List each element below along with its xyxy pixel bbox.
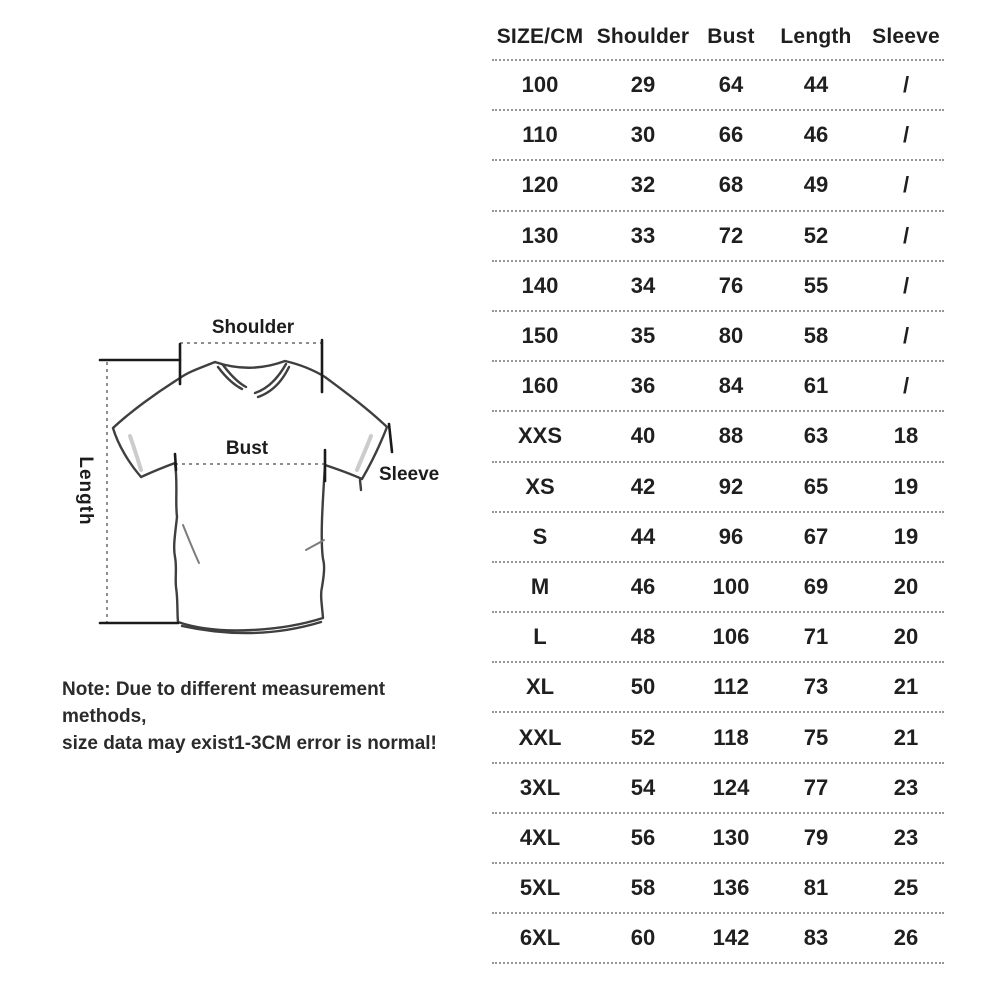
measurement-cell: 42 <box>630 473 656 499</box>
shirt-wrinkle-lines <box>183 525 324 563</box>
sleeve-measure-line <box>389 424 392 452</box>
header-bust: Bust <box>707 24 755 48</box>
measurement-cell: 65 <box>803 473 829 499</box>
tshirt-diagram <box>40 300 470 660</box>
note-line-1: Note: Due to different measurement methods, <box>62 679 386 727</box>
dashed-measure-lines <box>107 343 325 622</box>
header-length: Length <box>780 24 852 48</box>
table-row <box>492 362 944 412</box>
measurement-cell: 81 <box>803 875 829 901</box>
measurement-cell: / <box>902 272 910 298</box>
measure-tick-lines <box>100 340 392 623</box>
table-row <box>492 713 944 763</box>
measurement-cell: / <box>902 122 910 148</box>
measurement-cell: 77 <box>803 774 829 800</box>
table-row <box>492 312 944 362</box>
header-shoulder: Shoulder <box>596 24 690 48</box>
measurement-cell: / <box>902 222 910 248</box>
measurement-cell: 20 <box>893 573 919 599</box>
measurement-cell: 73 <box>803 674 829 700</box>
measurement-cell: 52 <box>803 222 829 248</box>
measurement-cell: 118 <box>713 724 749 750</box>
measurement-cell: 35 <box>630 323 656 349</box>
measurement-cell: 88 <box>718 423 744 449</box>
measurement-cell: 21 <box>893 674 919 700</box>
table-row <box>492 563 944 613</box>
measurement-cell: 46 <box>630 573 656 599</box>
measurement-cell: 40 <box>630 423 656 449</box>
size-label-cell: 100 <box>521 72 559 98</box>
shoulder-label: Shoulder <box>211 317 295 338</box>
measurement-cell: 64 <box>718 72 744 98</box>
table-row <box>492 212 944 262</box>
measurement-cell: 71 <box>803 624 829 650</box>
measurement-cell: 54 <box>630 774 656 800</box>
measurement-cell: 29 <box>630 72 656 98</box>
size-label-cell: L <box>533 624 547 650</box>
table-row <box>492 111 944 161</box>
table-row <box>492 864 944 914</box>
size-label-cell: 120 <box>521 172 559 198</box>
measurement-cell: 20 <box>893 624 919 650</box>
size-label-cell: XS <box>525 473 555 499</box>
size-label-cell: 130 <box>521 222 559 248</box>
table-row <box>492 161 944 211</box>
length-label: Length <box>75 456 96 526</box>
size-label-cell: 160 <box>521 373 559 399</box>
size-label-cell: M <box>530 573 550 599</box>
measurement-cell: 23 <box>893 824 919 850</box>
measurement-cell: 44 <box>803 72 829 98</box>
measurement-cell: 72 <box>718 222 744 248</box>
size-label-cell: S <box>532 523 548 549</box>
measurement-cell: 25 <box>893 875 919 901</box>
measurement-cell: 142 <box>712 925 750 951</box>
measurement-cell: 61 <box>803 373 829 399</box>
size-label-cell: 5XL <box>519 875 561 901</box>
measurement-cell: 60 <box>630 925 656 951</box>
measurement-cell: 66 <box>718 122 744 148</box>
measurement-cell: 92 <box>718 473 744 499</box>
measurement-cell: 124 <box>712 774 750 800</box>
measurement-cell: 75 <box>803 724 829 750</box>
measurement-cell: 58 <box>803 323 829 349</box>
measurement-cell: 76 <box>718 272 744 298</box>
bust-left-tick <box>175 454 176 470</box>
measurement-cell: 23 <box>893 774 919 800</box>
table-row <box>492 613 944 663</box>
measurement-cell: 100 <box>712 573 750 599</box>
measurement-cell: 50 <box>630 674 656 700</box>
measurement-cell: 46 <box>803 122 829 148</box>
header-sleeve: Sleeve <box>872 24 940 48</box>
measurement-cell: 26 <box>893 925 919 951</box>
size-table-header <box>492 14 944 61</box>
size-label-cell: XXL <box>518 724 562 750</box>
measurement-cell: 36 <box>630 373 656 399</box>
measurement-cell: 80 <box>718 323 744 349</box>
measurement-cell: / <box>902 323 910 349</box>
measurement-cell: 18 <box>893 423 919 449</box>
measurement-cell: 67 <box>803 523 829 549</box>
measurement-cell: 21 <box>893 724 919 750</box>
table-row <box>492 663 944 713</box>
size-label-cell: XXS <box>517 423 563 449</box>
size-label-cell: 110 <box>522 122 558 148</box>
measurement-cell: / <box>902 172 910 198</box>
measurement-cell: 33 <box>630 222 656 248</box>
size-label-cell: 150 <box>521 323 559 349</box>
measurement-cell: 19 <box>893 473 919 499</box>
size-table-rows <box>492 61 944 964</box>
measurement-cell: 96 <box>718 523 744 549</box>
measurement-cell: 84 <box>718 373 744 399</box>
table-row <box>492 764 944 814</box>
measurement-cell: 30 <box>630 122 656 148</box>
measurement-cell: 56 <box>630 824 656 850</box>
measurement-cell: 48 <box>630 624 656 650</box>
measurement-cell: 19 <box>893 523 919 549</box>
measurement-cell: / <box>902 72 910 98</box>
measurement-cell: 63 <box>803 423 829 449</box>
measurement-cell: 136 <box>712 875 750 901</box>
size-label-cell: 3XL <box>519 774 561 800</box>
note-line-2: size data may exist1-3CM error is normal! <box>62 733 437 754</box>
measurement-cell: 49 <box>803 172 829 198</box>
sleeve-label: Sleeve <box>379 464 440 485</box>
size-label-cell: 140 <box>521 272 559 298</box>
measurement-cell: 44 <box>630 523 656 549</box>
table-row <box>492 412 944 462</box>
size-label-cell: 6XL <box>519 925 561 951</box>
measurement-cell: 34 <box>630 272 656 298</box>
size-table <box>492 14 944 964</box>
measurement-cell: 55 <box>803 272 829 298</box>
measurement-cell: 112 <box>713 674 749 700</box>
measurement-cell: 79 <box>803 824 829 850</box>
table-row <box>492 262 944 312</box>
measurement-cell: 83 <box>803 925 829 951</box>
table-row <box>492 914 944 964</box>
table-row <box>492 463 944 513</box>
measurement-cell: 52 <box>630 724 656 750</box>
size-label-cell: XL <box>525 674 555 700</box>
measurement-note <box>62 676 472 757</box>
measurement-cell: 106 <box>712 624 750 650</box>
measurement-cell: 69 <box>803 573 829 599</box>
size-label-cell: 4XL <box>519 824 561 850</box>
collar-arc <box>218 367 242 389</box>
measurement-cell: 58 <box>630 875 656 901</box>
bust-label: Bust <box>225 438 269 459</box>
header-size-cm: SIZE/CM <box>496 24 584 48</box>
shirt-outline <box>113 361 387 633</box>
measurement-cell: 68 <box>718 172 744 198</box>
table-row <box>492 61 944 111</box>
measurement-cell: 32 <box>630 172 656 198</box>
table-row <box>492 513 944 563</box>
measurement-cell: 130 <box>712 824 750 850</box>
measurement-cell: / <box>902 373 910 399</box>
table-row <box>492 814 944 864</box>
